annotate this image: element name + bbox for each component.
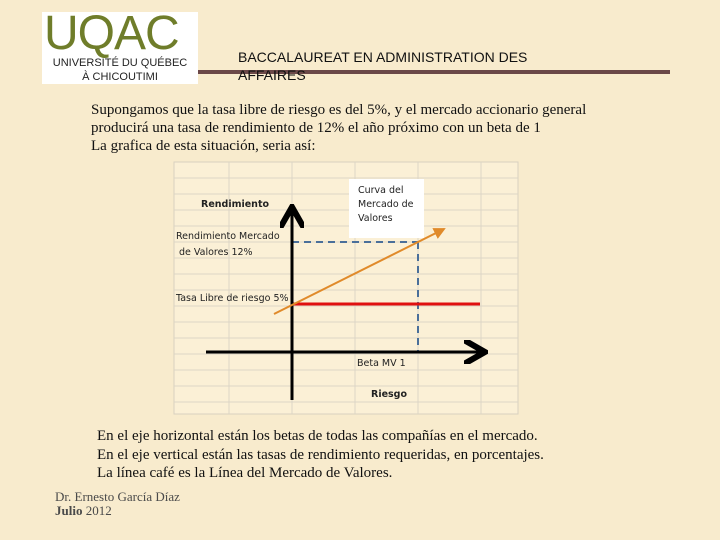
logo-wordmark: UQAC [44, 7, 179, 60]
intro-line: producirá una tasa de rendimiento de 12% el año próximo con un beta de 1 [91, 120, 541, 136]
market-return-label: Rendimiento Mercado [176, 231, 280, 242]
author: Dr. Ernesto García Díaz [55, 489, 180, 504]
explanation-line: En el eje horizontal están los betas de todas las compañías en el mercado. [97, 428, 538, 444]
date-year: 2012 [85, 503, 112, 518]
intro-line: La grafica de esta situación, seria así: [91, 138, 316, 154]
title-line-2: AFFAIRES [238, 67, 306, 83]
footer [55, 490, 180, 518]
intro-line: Supongamos que la tasa libre de riesgo es del 5%, y el mercado accionario general [91, 102, 587, 118]
x-axis-label: Riesgo [371, 389, 407, 400]
explanation-text [97, 427, 544, 483]
y-axis-label: Rendimiento [201, 199, 270, 210]
logo-line-1: UNIVERSITÉ DU QUÉBEC [52, 57, 188, 69]
risk-free-label: Tasa Libre de riesgo 5% [176, 293, 289, 304]
title-line-1: BACCALAUREAT EN ADMINISTRATION DES [238, 49, 528, 65]
callout-line: Mercado de [358, 199, 414, 210]
date-month: Julio [55, 503, 83, 518]
explanation-line: En el eje vertical están las tasas de rendimiento requeridas, en porcentajes. [97, 446, 544, 463]
logo-line-2: À CHICOUTIMI [82, 71, 158, 83]
date [55, 504, 180, 518]
beta-label: Beta MV 1 [357, 358, 406, 369]
explanation-line: La línea café es la Línea del Mercado de Valores. [97, 465, 393, 481]
callout-line: Valores [358, 213, 393, 224]
callout-line: Curva del [358, 185, 404, 196]
market-return-label-2: de Valores 12% [179, 247, 253, 258]
